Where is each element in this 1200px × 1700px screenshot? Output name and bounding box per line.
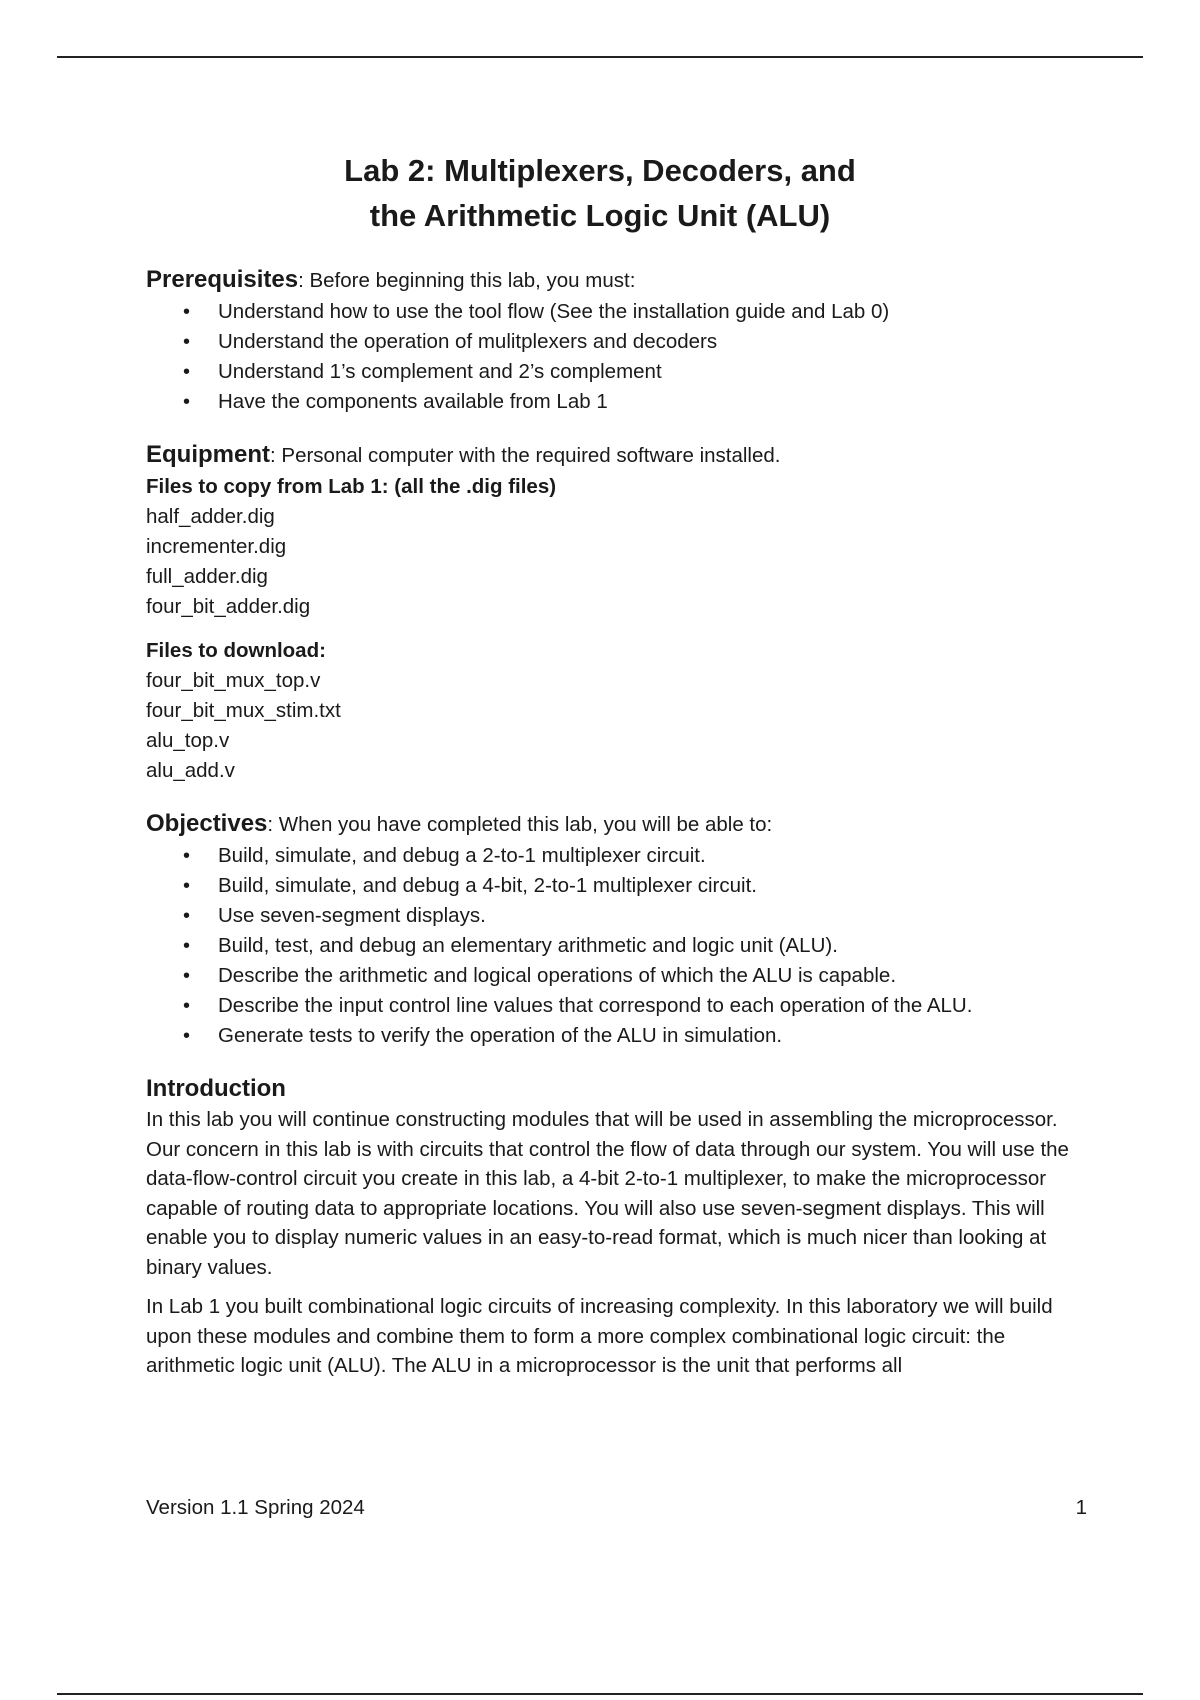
download-files-heading: Files to download:: [146, 639, 326, 662]
footer-version: Version 1.1 Spring 2024: [146, 1496, 365, 1519]
top-rule: [57, 56, 1143, 58]
prerequisites-heading: [146, 264, 1086, 297]
equipment-label: Equipment: [146, 441, 270, 468]
file-name: four_bit_mux_top.v: [146, 669, 321, 692]
list-item: • Have the components available from Lab 1: [218, 387, 1086, 417]
title-line-2: the Arithmetic Logic Unit (ALU): [369, 198, 831, 233]
list-item: • Describe the arithmetic and logical operations of which the ALU is capable.: [218, 961, 1086, 991]
page-title: [0, 148, 1200, 238]
file-name: alu_top.v: [146, 729, 230, 752]
introduction-paragraph-1: In this lab you will continue constructing modules that will be used in assembling the microprocessor. Our concern in this lab is with circuits that control the flow of data through our system. You will use the data-flow-control circuit you create in this lab, a 4-bit 2-to-1 multiplexer, to make the microprocessor capable of routing data to appropriate locations. You will also use seven-segment displays. This will enable you to display numeric values in an easy-to-read format, which is much nicer than looking at binary values.: [146, 1108, 1069, 1279]
file-name: four_bit_adder.dig: [146, 595, 311, 618]
copy-files-heading: Files to copy from Lab 1: (all the .dig files): [146, 475, 557, 498]
list-item: • Build, test, and debug an elementary arithmetic and logic unit (ALU).: [218, 931, 1086, 961]
list-item: • Build, simulate, and debug a 2-to-1 multiplexer circuit.: [218, 841, 1086, 871]
prerequisites-list: [146, 297, 1086, 417]
prerequisites-label: Prerequisites: [146, 266, 299, 293]
file-name: alu_add.v: [146, 759, 235, 782]
page-number: 1: [1075, 1496, 1087, 1519]
list-item: • Use seven-segment displays.: [218, 901, 1086, 931]
objectives-heading: [146, 808, 1086, 841]
list-item: • Describe the input control line values that correspond to each operation of the ALU.: [218, 991, 1086, 1021]
file-name: incrementer.dig: [146, 535, 287, 558]
list-item: • Generate tests to verify the operation of the ALU in simulation.: [218, 1021, 1086, 1051]
equipment-heading: [146, 439, 1086, 472]
list-item: • Build, simulate, and debug a 4-bit, 2-to-1 multiplexer circuit.: [218, 871, 1086, 901]
document-body: [146, 264, 1086, 1391]
prerequisites-intro: : Before beginning this lab, you must:: [298, 269, 636, 292]
objectives-list: [146, 841, 1086, 1051]
file-name: half_adder.dig: [146, 505, 275, 528]
title-line-1: Lab 2: Multiplexers, Decoders, and: [344, 153, 856, 188]
objectives-label: Objectives: [146, 810, 268, 837]
objectives-intro: : When you have completed this lab, you will be able to:: [267, 813, 773, 836]
introduction-heading: Introduction: [146, 1075, 286, 1102]
list-item: • Understand how to use the tool flow (See the installation guide and Lab 0): [218, 297, 1086, 327]
list-item: • Understand the operation of mulitplexers and decoders: [218, 327, 1086, 357]
file-name: four_bit_mux_stim.txt: [146, 699, 341, 722]
list-item: • Understand 1’s complement and 2’s complement: [218, 357, 1086, 387]
introduction-paragraph-2: In Lab 1 you built combinational logic circuits of increasing complexity. In this laboratory we will build upon these modules and combine them to form a more complex combinational logic circuit: the arithmetic logic unit (ALU). The ALU in a microprocessor is the unit that performs all: [146, 1295, 1053, 1377]
equipment-intro: : Personal computer with the required software installed.: [270, 444, 781, 467]
bottom-rule: [57, 1693, 1143, 1695]
file-name: full_adder.dig: [146, 565, 268, 588]
